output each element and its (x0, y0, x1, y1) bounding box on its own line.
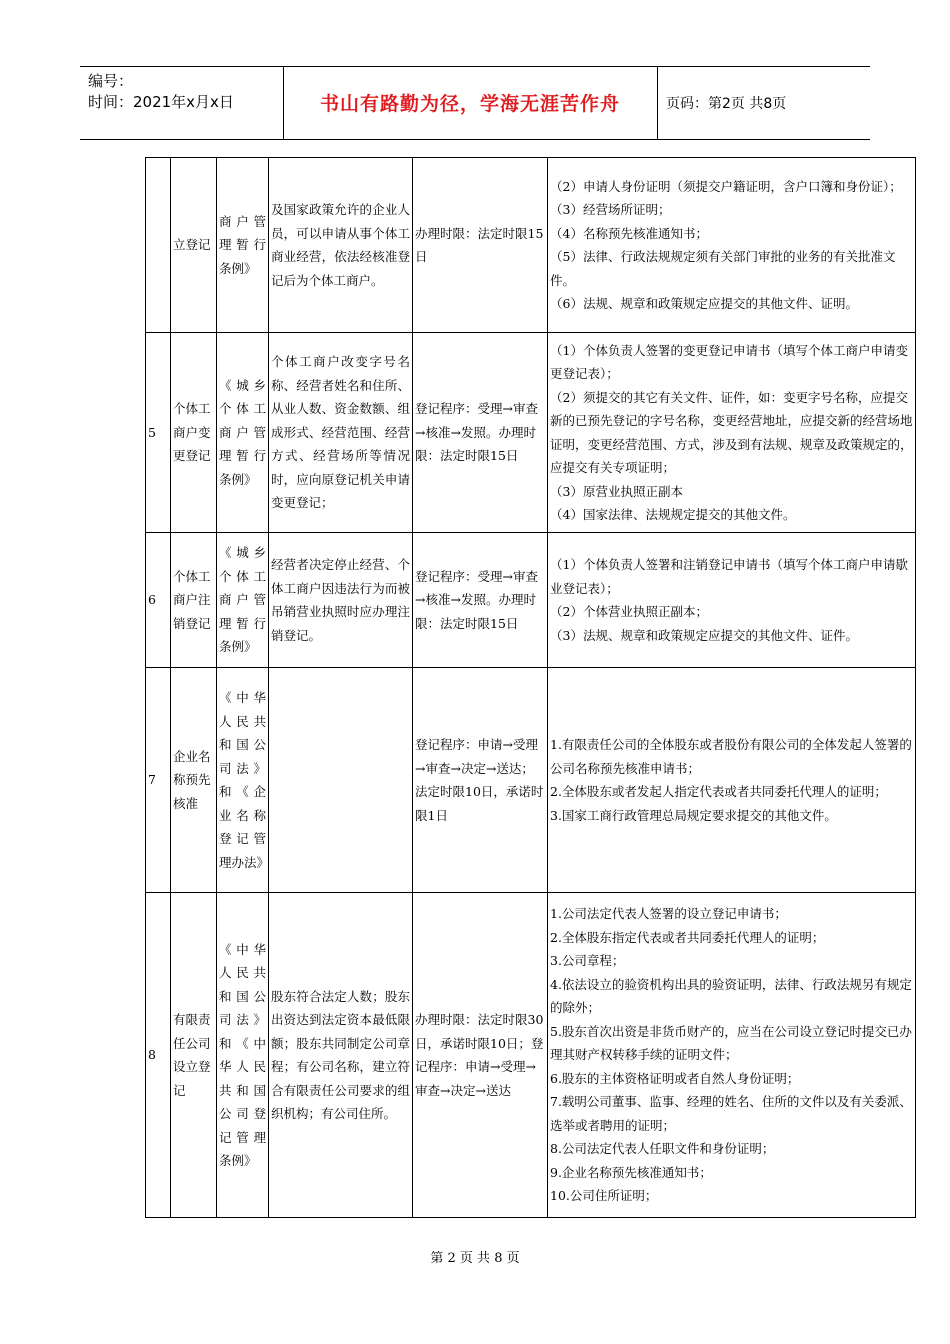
row-condition: 经营者决定停止经营、个体工商户因违法行为而被吊销营业执照时应办理注销登记。 (269, 533, 413, 668)
material-line: （5）法律、行政法规规定须有关部门审批的业务的有关批准文件。 (550, 249, 896, 288)
material-line: （2）个体营业执照正副本； (550, 604, 708, 619)
header-motto: 书山有路勤为径，学海无涯苦作舟 (319, 93, 620, 115)
document-number-label: 编号： (88, 72, 134, 90)
row-number (146, 158, 171, 333)
material-line: 3.国家工商行政管理总局规定要求提交的其他文件。 (550, 807, 837, 823)
material-line: （4）国家法律、法规规定提交的其他文件。 (550, 507, 796, 522)
row-basis: 《中华人民共和国公司法》和《企业名称登记管理办法》 (217, 668, 269, 893)
table-row (146, 158, 916, 333)
row-item: 有限责任公司设立登记 (171, 893, 217, 1218)
row-item: 立登记 (171, 158, 217, 333)
header-divider (283, 67, 284, 139)
row-materials (548, 158, 916, 333)
row-condition: 及国家政策允许的企业人员，可以申请从事个体工商业经营，依法经核准登记后为个体工商户。 (269, 158, 413, 333)
header-meta (88, 71, 234, 113)
row-condition (269, 668, 413, 893)
header-divider (657, 67, 658, 139)
row-procedure: 登记程序：受理→审查→核准→发照。办理时限：法定时限15日 (413, 533, 548, 668)
material-line: 8.公司法定代表人任职文件和身份证明； (550, 1141, 775, 1157)
header-page-number: 页码：第2页 共8页 (666, 96, 787, 112)
material-line: （6）法规、规章和政策规定应提交的其他文件、证明。 (550, 296, 858, 311)
material-line: （4）名称预先核准通知书； (550, 225, 708, 241)
row-basis: 《城乡个体工商户管理暂行条例》 (217, 533, 269, 668)
material-line: 7.载明公司董事、监事、经理的姓名、住所的文件以及有关委派、选举或者聘用的证明； (550, 1094, 912, 1133)
document-date: 时间：2021年x月x日 (88, 93, 234, 111)
material-line: （2）须提交的其它有关文件、证件，如：变更字号名称，应提交新的已预先登记的字号名称，变更经营地址，应提交新的经营场地证明，变更经营范围、方式，涉及到有法规、规章及政策规定的，应提交有关专项证明； (550, 389, 913, 475)
table-row (146, 893, 916, 1218)
page-header (80, 66, 870, 140)
row-number: 5 (146, 333, 171, 533)
material-line: （1）个体负责人签署的变更登记申请书（填写个体工商户申请变更登记表）； (550, 342, 908, 381)
row-number: 6 (146, 533, 171, 668)
row-materials (548, 893, 916, 1218)
row-item: 个体工商户注销登记 (171, 533, 217, 668)
material-line: （3）经营场所证明； (550, 202, 671, 217)
registration-table (145, 157, 916, 1218)
row-materials (548, 333, 916, 533)
material-line: （1）个体负责人签署和注销登记申请书（填写个体工商户申请歇业登记表）； (550, 557, 908, 596)
material-line: 6.股东的主体资格证明或者自然人身份证明； (550, 1070, 800, 1086)
row-condition: 股东符合法定人数；股东出资达到法定资本最低限额；股东共同制定公司章程；有公司名称，建立符合有限责任公司要求的组织机构；有公司住所。 (269, 893, 413, 1218)
table-row (146, 333, 916, 533)
row-condition: 个体工商户改变字号名称、经营者姓名和住所、从业人数、资金数额、组成形式、经营范围、经营方式、经营场所等情况时，应向原登记机关申请变更登记； (269, 333, 413, 533)
material-line: 9.企业名称预先核准通知书； (550, 1164, 712, 1180)
row-materials (548, 668, 916, 893)
material-line: （3）原营业执照正副本 (550, 483, 683, 499)
material-line: 1.公司法定代表人签署的设立登记申请书； (550, 906, 787, 922)
page-footer: 第 2 页 共 8 页 (430, 1251, 520, 1266)
row-basis: 商户管理暂行条例》 (217, 158, 269, 333)
material-line: （2）申请人身份证明（须提交户籍证明，含户口簿和身份证）； (550, 178, 902, 194)
material-line: 5.股东首次出资是非货币财产的，应当在公司设立登记时提交已办理其财产权转移手续的证明文件； (550, 1023, 912, 1063)
material-line: 4.依法设立的验资机构出具的验资证明，法律、行政法规另有规定的除外； (550, 976, 912, 1016)
row-number: 7 (146, 668, 171, 893)
row-procedure: 登记程序：受理→审查→核准→发照。办理时限：法定时限15日 (413, 333, 548, 533)
row-procedure: 登记程序：申请→受理→审查→决定→送达；法定时限10日，承诺时限1日 (413, 668, 548, 893)
material-line: 2.全体股东或者发起人指定代表或者共同委托代理人的证明； (550, 784, 887, 799)
row-procedure: 办理时限：法定时限15日 (413, 158, 548, 333)
row-item: 个体工商户变更登记 (171, 333, 217, 533)
material-line: 1.有限责任公司的全体股东或者股份有限公司的全体发起人签署的公司名称预先核准申请书； (550, 737, 912, 776)
row-number: 8 (146, 893, 171, 1218)
row-item: 企业名称预先核准 (171, 668, 217, 893)
table-row (146, 533, 916, 668)
material-line: （3）法规、规章和政策规定应提交的其他文件、证件。 (550, 627, 858, 643)
table-row (146, 668, 916, 893)
row-procedure: 办理时限：法定时限30日，承诺时限10日；登记程序：申请→受理→审查→决定→送达 (413, 893, 548, 1218)
material-line: 10.公司住所证明； (550, 1188, 658, 1204)
row-materials (548, 533, 916, 668)
row-basis: 《城乡个体工商户管理暂行条例》 (217, 333, 269, 533)
material-line: 2.全体股东指定代表或者共同委托代理人的证明； (550, 929, 825, 945)
material-line: 3.公司章程； (550, 953, 625, 969)
row-basis: 《中华人民共和国公司法》和《中华人民共和国公司登记管理条例》 (217, 893, 269, 1218)
